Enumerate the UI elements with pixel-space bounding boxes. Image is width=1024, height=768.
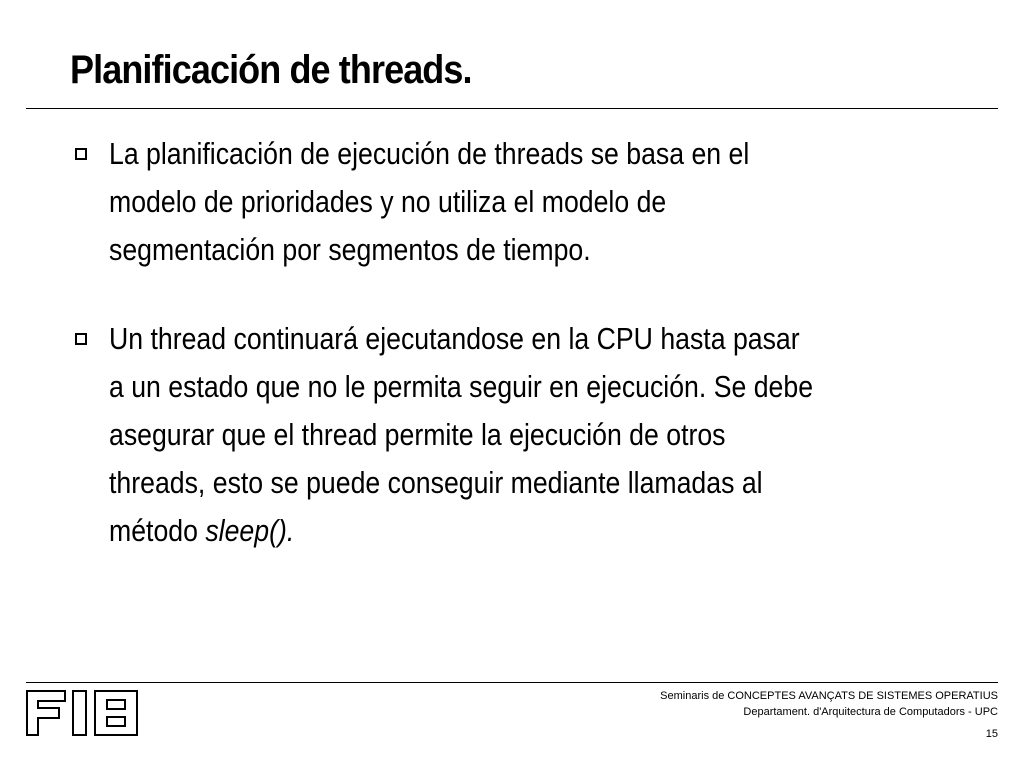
bullet-list [72, 130, 1002, 555]
bullet-text-prefix: método [109, 513, 206, 548]
bullet-text-line: asegurar que el thread permite la ejecución de otros [109, 417, 726, 452]
footer-credits [660, 688, 998, 720]
method-name: sleep(). [205, 513, 295, 548]
bullet-item [72, 130, 1002, 274]
slide-title: Planificación de threads. [70, 48, 472, 92]
bullet-item [72, 315, 1002, 555]
bullet-text-line: segmentación por segmentos de tiempo. [109, 232, 591, 267]
square-bullet-icon [75, 148, 87, 160]
bullet-text-line: La planificación de ejecución de threads se basa en el [109, 136, 750, 171]
page-number: 15 [985, 728, 998, 740]
bullet-text-line: threads, esto se puede conseguir mediante llamadas al [109, 465, 763, 500]
bullet-text-line: modelo de prioridades y no utiliza el modelo de [109, 184, 667, 219]
footer-divider [26, 682, 998, 683]
title-divider [26, 108, 998, 109]
footer-course-name: Seminaris de CONCEPTES AVANÇATS DE SISTEMES OPERATIUS [660, 690, 998, 702]
bullet-text-line: Un thread continuará ejecutandose en la CPU hasta pasar [109, 321, 800, 356]
bullet-text-line-last [109, 507, 877, 555]
footer-department: Departament. d'Arquitectura de Computadors - UPC [743, 706, 998, 718]
bullet-text-line: a un estado que no le permita seguir en ejecución. Se debe [109, 369, 814, 404]
square-bullet-icon [75, 333, 87, 345]
fib-logo-icon [26, 690, 138, 741]
